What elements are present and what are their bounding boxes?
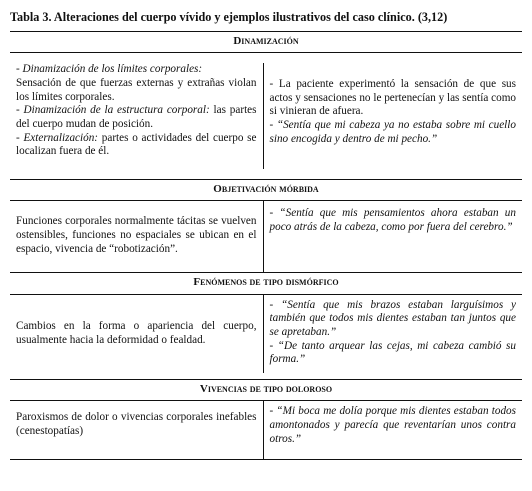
example-quote-dismorfico-1: - “Sentía que mis brazos estaban larguísimos y también que todos mis dientes estaban tan juntos que se apretaban.”: [269, 298, 516, 339]
section-title-objetivacion: Objetivación mórbida: [10, 180, 522, 201]
example-cell-dinamizacion: [263, 63, 522, 169]
definition-cell-doloroso: Paroxismos de dolor o vivencias corporales inefables (cenestopatías): [10, 401, 263, 459]
section-header-doloroso: [10, 380, 522, 401]
section-title-dismorfico: Fenómenos de tipo dismórfico: [10, 273, 522, 294]
subtype-label-estructura: - Dinamización de la estructura corporal:: [16, 104, 210, 117]
subtype-label-externalizacion: - Externalización:: [16, 131, 99, 144]
section-header-dismorfico: [10, 273, 522, 294]
section-header-objetivacion: [10, 180, 522, 201]
example-quote-doloroso: - “Mi boca me dolía porque mis dientes estaban todos amontonados y parecía que reventarían unos contra otros.”: [269, 405, 516, 445]
example-text-1: - La paciente experimentó la sensación de que sus actos y sensaciones no le pertenecían y las sentía como si vinieran de afuera.: [269, 78, 516, 118]
table-row-dinamizacion: [10, 63, 522, 169]
table-row-dismorfico: [10, 294, 522, 373]
section-header-dinamizacion: [10, 32, 522, 53]
subtype-text-limites: Sensación de que fuerzas externas y extrañas violan los límites corporales.: [16, 77, 257, 103]
subtype-label-limites: - Dinamización de los límites corporales:: [16, 63, 203, 76]
table-row-doloroso: [10, 401, 522, 459]
alteraciones-table: [10, 31, 522, 460]
section-title-doloroso: Vivencias de tipo doloroso: [10, 380, 522, 401]
definition-cell-objetivacion: Funciones corporales normalmente tácitas se vuelven ostensibles, funciones no espaciales se ubican en el espacio, vivencia de “robotización”.: [10, 201, 263, 273]
example-cell-dismorfico: [263, 294, 522, 373]
section-title-dinamizacion: Dinamización: [10, 32, 522, 53]
definition-cell-dinamizacion: [10, 63, 263, 169]
subtype-text-estructura: las partes del cuerpo mudan de posición.: [16, 104, 257, 131]
example-quote-objetivacion: - “Sentía que mis pensamientos ahora estaban un poco atrás de la cabeza, como por fuera del cerebro.”: [269, 207, 516, 234]
subtype-text-externalizacion: partes o actividades del cuerpo se localizan fuera de él.: [16, 131, 257, 158]
definition-cell-dismorfico: Cambios en la forma o apariencia del cuerpo, usualmente hacia la deformidad o fealdad.: [10, 294, 263, 373]
table-caption: Tabla 3. Alteraciones del cuerpo vívido y ejemplos ilustrativos del caso clínico. (3,12): [10, 10, 448, 24]
example-quote-dismorfico-2: - “De tanto arquear las cejas, mi cabeza cambió su forma.”: [269, 339, 516, 366]
example-quote-1: - “Sentía que mi cabeza ya no estaba sobre mi cuello sino encogida y dentro de mi pecho.”: [269, 119, 516, 145]
table-row-objetivacion: [10, 201, 522, 273]
